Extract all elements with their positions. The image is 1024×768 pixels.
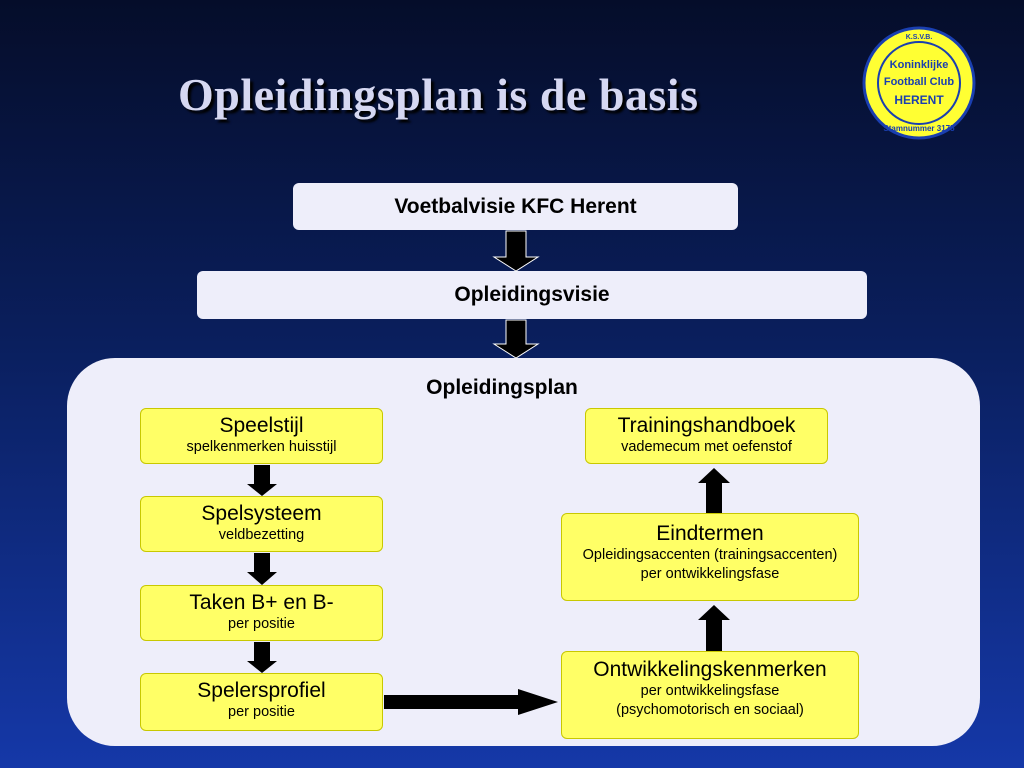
development-traits-sub: per ontwikkelingsfase <box>640 683 780 699</box>
svg-text:Koninklijke: Koninklijke <box>889 59 949 71</box>
game-system-box <box>140 496 383 552</box>
player-profile-label: Spelersprofiel <box>197 679 326 702</box>
end-goals-sub: Opleidingsaccenten (trainingsaccenten) <box>582 547 838 563</box>
game-system-label: Spelsysteem <box>201 502 322 525</box>
arrow-down-vision <box>494 231 538 271</box>
tasks-box <box>140 585 383 641</box>
svg-text:Football Club: Football Club <box>883 76 955 88</box>
tasks-sub: per positie <box>228 616 295 632</box>
development-traits-box <box>561 651 859 739</box>
vision-box: Voetbalvisie KFC Herent <box>293 183 738 230</box>
development-traits-label: Ontwikkelingskenmerken <box>593 658 827 681</box>
end-goals-sub2: per ontwikkelingsfase <box>640 566 780 582</box>
play-style-sub: spelkenmerken huisstijl <box>186 439 337 455</box>
club-logo <box>862 26 976 140</box>
training-handbook-label: Trainingshandboek <box>617 414 796 437</box>
end-goals-label: Eindtermen <box>656 522 764 545</box>
training-vision-box: Opleidingsvisie <box>197 271 867 319</box>
play-style-box <box>140 408 383 464</box>
player-profile-sub: per positie <box>228 704 295 720</box>
development-traits-sub2: (psychomotorisch en sociaal) <box>616 702 804 718</box>
svg-text:Stamnummer 3175: Stamnummer 3175 <box>883 124 955 133</box>
svg-text:HERENT: HERENT <box>894 93 944 107</box>
training-plan-title: Opleidingsplan <box>426 376 578 399</box>
svg-text:K.S.V.B.: K.S.V.B. <box>905 34 933 41</box>
tasks-label: Taken B+ en B- <box>189 591 334 614</box>
arrow-down-training-vision <box>494 320 538 358</box>
player-profile-box <box>140 673 383 731</box>
training-handbook-sub: vademecum met oefenstof <box>621 439 792 455</box>
slide-title: Opleidingsplan is de basis <box>178 69 699 120</box>
play-style-label: Speelstijl <box>219 414 304 437</box>
end-goals-box <box>561 513 859 601</box>
training-handbook-box <box>585 408 828 464</box>
game-system-sub: veldbezetting <box>218 527 305 543</box>
